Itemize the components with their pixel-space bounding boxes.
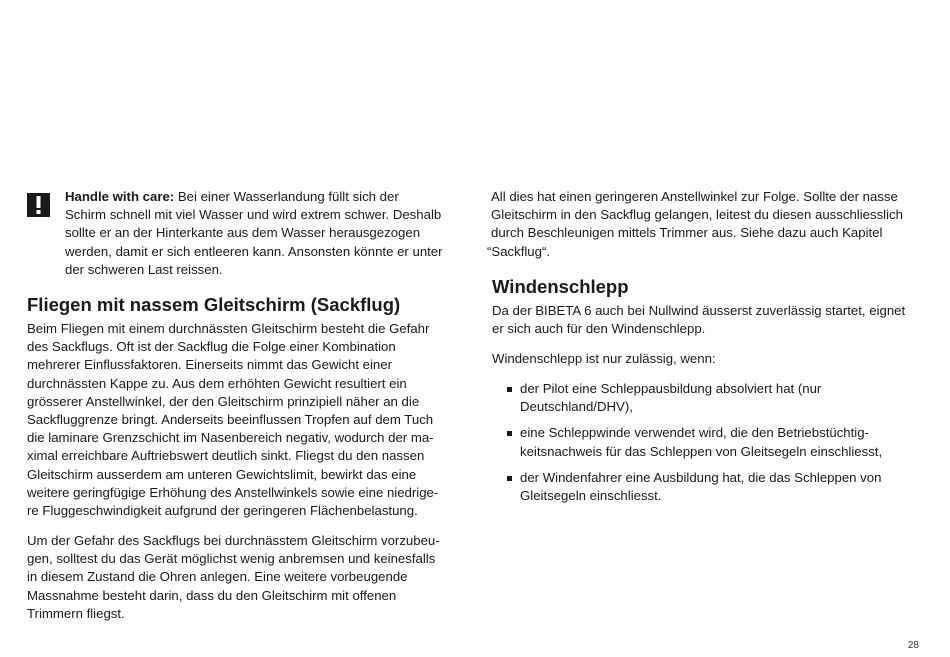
text-line: eine Schleppwinde verwendet wird, die den Betriebstüchtig- [520,425,869,441]
paragraph-winch-intro [492,302,905,338]
text-line: die laminare Grenzschicht im Nasenbereich negativ, wodurch der ma- [27,430,434,446]
text-line: durch Beschleunigen mittels Trimmer aus. Siehe dazu auch Kapitel [491,225,883,241]
warning-line: sollte er an der Hinterkante aus dem Wasser herausgezogen [65,225,421,241]
paragraph-winch-conditions [492,350,716,368]
text-line: des Sackflugs. Oft ist der Sackflug die Folge einer Kombination [27,339,396,355]
text-line: gen, solltest du das Gerät möglichst wenig anbremsen und keinesfalls [27,551,436,567]
section-heading-winch-towing: Windenschlepp [492,276,629,297]
text-line: der Windenfahrer eine Ausbildung hat, die das Schleppen von [520,469,882,485]
list-item [520,469,882,505]
text-line: weitere geringfügige Erhöhung des Anstellwinkels sowie eine niedrige- [27,484,439,500]
text-line: durchnässten Kappe zu. Aus dem erhöhten Gewicht resultiert ein [27,375,407,391]
text-line: Gleitsegeln einschliesst. [520,488,662,504]
left-column [27,186,457,621]
text-line: Beim Fliegen mit einem durchnässten Gleitschirm besteht die Gefahr [27,321,430,336]
text-line: Um der Gefahr des Sackflugs bei durchnässtem Gleitschirm vorzubeu- [27,533,440,548]
text-line: Windenschlepp ist nur zulässig, wenn: [492,351,716,366]
warning-line: der schweren Last reissen. [65,261,223,277]
list-item [520,380,882,416]
text-line: re Fluggeschwindigkeit aufgrund der geringeren Flächenbelastung. [27,503,418,519]
text-line: mehrerer Einflussfaktoren. Einerseits nimmt das Gewicht einer [27,357,392,373]
warning-text [65,188,443,279]
text-line: “Sackflug“. [487,243,551,259]
text-line: Da der BIBETA 6 auch bei Nullwind äusserst zuverlässig startet, eignet [492,303,906,318]
winch-conditions-list [520,380,882,513]
list-item [520,424,882,460]
warning-line: Schirm schnell mit viel Wasser und wird extrem schwer. Deshalb [65,207,442,223]
text-line: Massnahme besteht darin, dass du den Gleitschirm mit offenen [27,587,397,603]
text-line: All dies hat einen geringeren Anstellwinkel zur Folge. Sollte der nasse [491,189,898,204]
text-line: Gleitschirm in den Sackflug gelangen, leitest du diesen ausschliesslich [491,207,903,223]
paragraph-wet-glider-1 [27,320,438,520]
bullet-square-icon [507,431,512,436]
text-line: Gleitschirm ausserdem am unteren Gewichtslimit, bewirkt das eine [27,466,417,482]
text-line: in diesem Zustand die Ohren anlegen. Eine weitere vorbeugende [27,569,408,585]
page-number: 28 [907,640,919,651]
section-heading-wet-glider: Fliegen mit nassem Gleitschirm (Sackflug) [27,294,401,315]
warning-line: Handle with care: Bei einer Wasserlandung füllt sich der [65,189,399,204]
text-line: ximal erreichbare Auftriebswert deutlich sinkt. Fliegst du den nassen [27,448,425,464]
warning-line: werden, damit er sich entleeren kann. Ansonsten könnte er unter [65,243,443,259]
exclamation-icon [27,193,50,217]
text-line: Trimmern fliegst. [27,605,125,621]
warning-callout [27,186,457,286]
bullet-square-icon [507,476,512,481]
text-line: Sackfluggrenze bringt. Anderseits beeinflussen Tropfen auf dem Tuch [27,412,434,428]
paragraph-wet-glider-2 [27,532,440,623]
paragraph-deep-stall-recovery [487,188,903,261]
text-line: Deutschland/DHV), [520,399,633,415]
bullet-square-icon [507,387,512,392]
text-line: keitsnachweis für das Schleppen von Gleitsegeln einschliesst, [520,443,883,459]
text-line: der Pilot eine Schleppausbildung absolviert hat (nur [520,381,822,396]
text-line: grösserer Anstellwinkel, der den Gleitschirm prinzipiell näher an die [27,393,420,409]
warning-label: Handle with care: [65,189,175,204]
text-line: er sich auch für den Windenschlepp. [492,321,706,337]
